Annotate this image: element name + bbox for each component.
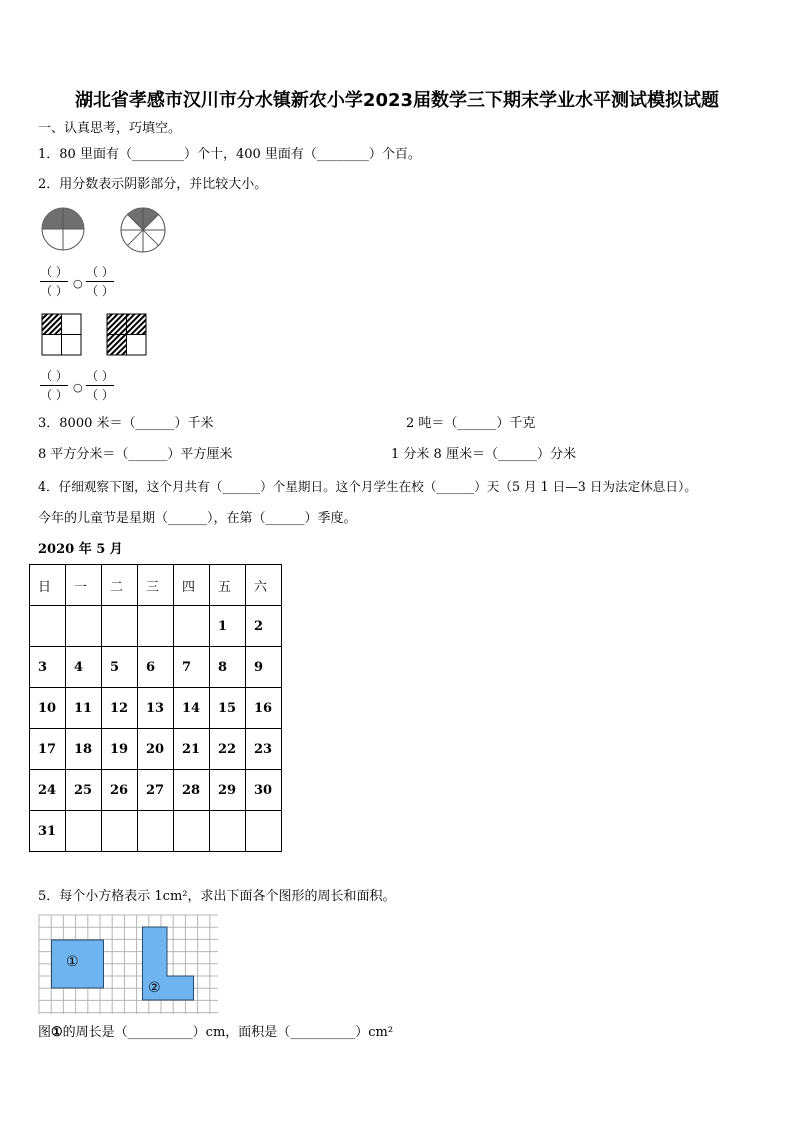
calendar-day-cell: 2 — [246, 606, 282, 647]
question-5-answer — [38, 1025, 393, 1041]
calendar-header-cell: 三 — [138, 565, 174, 606]
calendar-header-cell: 四 — [174, 565, 210, 606]
calendar-day-cell: 15 — [210, 688, 246, 729]
calendar-day-cell: 8 — [210, 647, 246, 688]
compare-circle: ○ — [73, 277, 83, 290]
calendar-day-cell: 23 — [246, 729, 282, 770]
calendar-day-cell: 7 — [174, 647, 210, 688]
question-3c: 8 平方分米＝（______）平方厘米 — [38, 447, 233, 462]
calendar-table — [29, 564, 282, 852]
calendar-day-cell: 21 — [174, 729, 210, 770]
calendar-day-cell: 4 — [66, 647, 102, 688]
section-heading: 一、认真思考，巧填空。 — [38, 121, 182, 136]
calendar-day-cell — [246, 811, 282, 852]
calendar-day-cell — [66, 606, 102, 647]
calendar-header-cell: 日 — [30, 565, 66, 606]
calendar-day-cell: 5 — [102, 647, 138, 688]
calendar-day-cell — [174, 606, 210, 647]
calendar-day-cell — [66, 811, 102, 852]
fraction-blank: （ ） （ ） — [86, 369, 114, 402]
calendar-day-cell — [138, 606, 174, 647]
answer-figure-number: ① — [51, 1025, 63, 1040]
calendar-day-cell: 29 — [210, 770, 246, 811]
question-5: 5．每个小方格表示 1cm²，求出下面各个图形的周长和面积。 — [38, 889, 396, 904]
square-halves-figure — [106, 313, 148, 357]
calendar-title: 2020 年 5 月 — [38, 542, 123, 557]
calendar-week-row — [30, 606, 282, 647]
calendar-day-cell — [102, 811, 138, 852]
circle-quarters-figure — [40, 206, 88, 254]
question-4-line2: 今年的儿童节是星期（______），在第（______）季度。 — [38, 511, 357, 526]
calendar-day-cell: 31 — [30, 811, 66, 852]
calendar-day-cell — [174, 811, 210, 852]
calendar-day-cell: 27 — [138, 770, 174, 811]
figure-2-label: ② — [148, 980, 161, 996]
question-1: 1．80 里面有（________）个十，400 里面有（________）个百。 — [38, 147, 421, 162]
answer-text: 的周长是（__________）cm，面积是（__________）cm² — [62, 1025, 394, 1040]
calendar-day-cell: 24 — [30, 770, 66, 811]
question-3b: 2 吨＝（______）千克 — [406, 416, 536, 431]
calendar-week-row — [30, 688, 282, 729]
grid-figure — [38, 914, 220, 1016]
compare-circle: ○ — [73, 381, 83, 394]
question-3a: 3．8000 米＝（______）千米 — [38, 416, 214, 431]
calendar-day-cell — [210, 811, 246, 852]
calendar-day-cell: 1 — [210, 606, 246, 647]
calendar-header-cell: 一 — [66, 565, 102, 606]
calendar-day-cell — [102, 606, 138, 647]
calendar-day-cell: 12 — [102, 688, 138, 729]
page-title: 湖北省孝感市汉川市分水镇新农小学2023届数学三下期末学业水平测试模拟试题 — [74, 90, 720, 111]
calendar-header-cell: 二 — [102, 565, 138, 606]
calendar-day-cell: 11 — [66, 688, 102, 729]
calendar-day-cell: 25 — [66, 770, 102, 811]
calendar-day-cell: 22 — [210, 729, 246, 770]
question-4-line1: 4．仔细观察下图，这个月共有（______）个星期日。这个月学生在校（______）天（5 月 1 日—3 日为法定休息日）。 — [38, 479, 697, 494]
calendar-header-cell: 五 — [210, 565, 246, 606]
calendar-day-cell: 10 — [30, 688, 66, 729]
fraction-blank: （ ） （ ） — [40, 369, 68, 402]
calendar-day-cell: 9 — [246, 647, 282, 688]
calendar-week-row — [30, 770, 282, 811]
answer-prefix: 图 — [38, 1025, 52, 1040]
calendar-day-cell — [30, 606, 66, 647]
calendar-day-cell: 28 — [174, 770, 210, 811]
fraction-blank: （ ） （ ） — [86, 265, 114, 298]
calendar-day-cell: 13 — [138, 688, 174, 729]
calendar-day-cell: 14 — [174, 688, 210, 729]
square-quarters-figure — [41, 313, 83, 357]
calendar-day-cell: 17 — [30, 729, 66, 770]
calendar-day-cell — [138, 811, 174, 852]
calendar-day-cell: 26 — [102, 770, 138, 811]
calendar-day-cell: 30 — [246, 770, 282, 811]
calendar-day-cell: 19 — [102, 729, 138, 770]
fraction-blank: （ ） （ ） — [40, 265, 68, 298]
calendar-day-cell: 20 — [138, 729, 174, 770]
calendar-header-row — [30, 565, 282, 606]
question-3d: 1 分米 8 厘米＝（______）分米 — [391, 447, 576, 462]
calendar-week-row — [30, 729, 282, 770]
circle-eighths-figure — [119, 206, 169, 256]
calendar-day-cell: 3 — [30, 647, 66, 688]
figure-1-label: ① — [66, 954, 79, 970]
calendar-header-cell: 六 — [246, 565, 282, 606]
calendar-day-cell: 6 — [138, 647, 174, 688]
calendar-day-cell: 18 — [66, 729, 102, 770]
calendar-week-row — [30, 811, 282, 852]
calendar-week-row — [30, 647, 282, 688]
question-2: 2．用分数表示阴影部分，并比较大小。 — [38, 177, 268, 192]
calendar-day-cell: 16 — [246, 688, 282, 729]
